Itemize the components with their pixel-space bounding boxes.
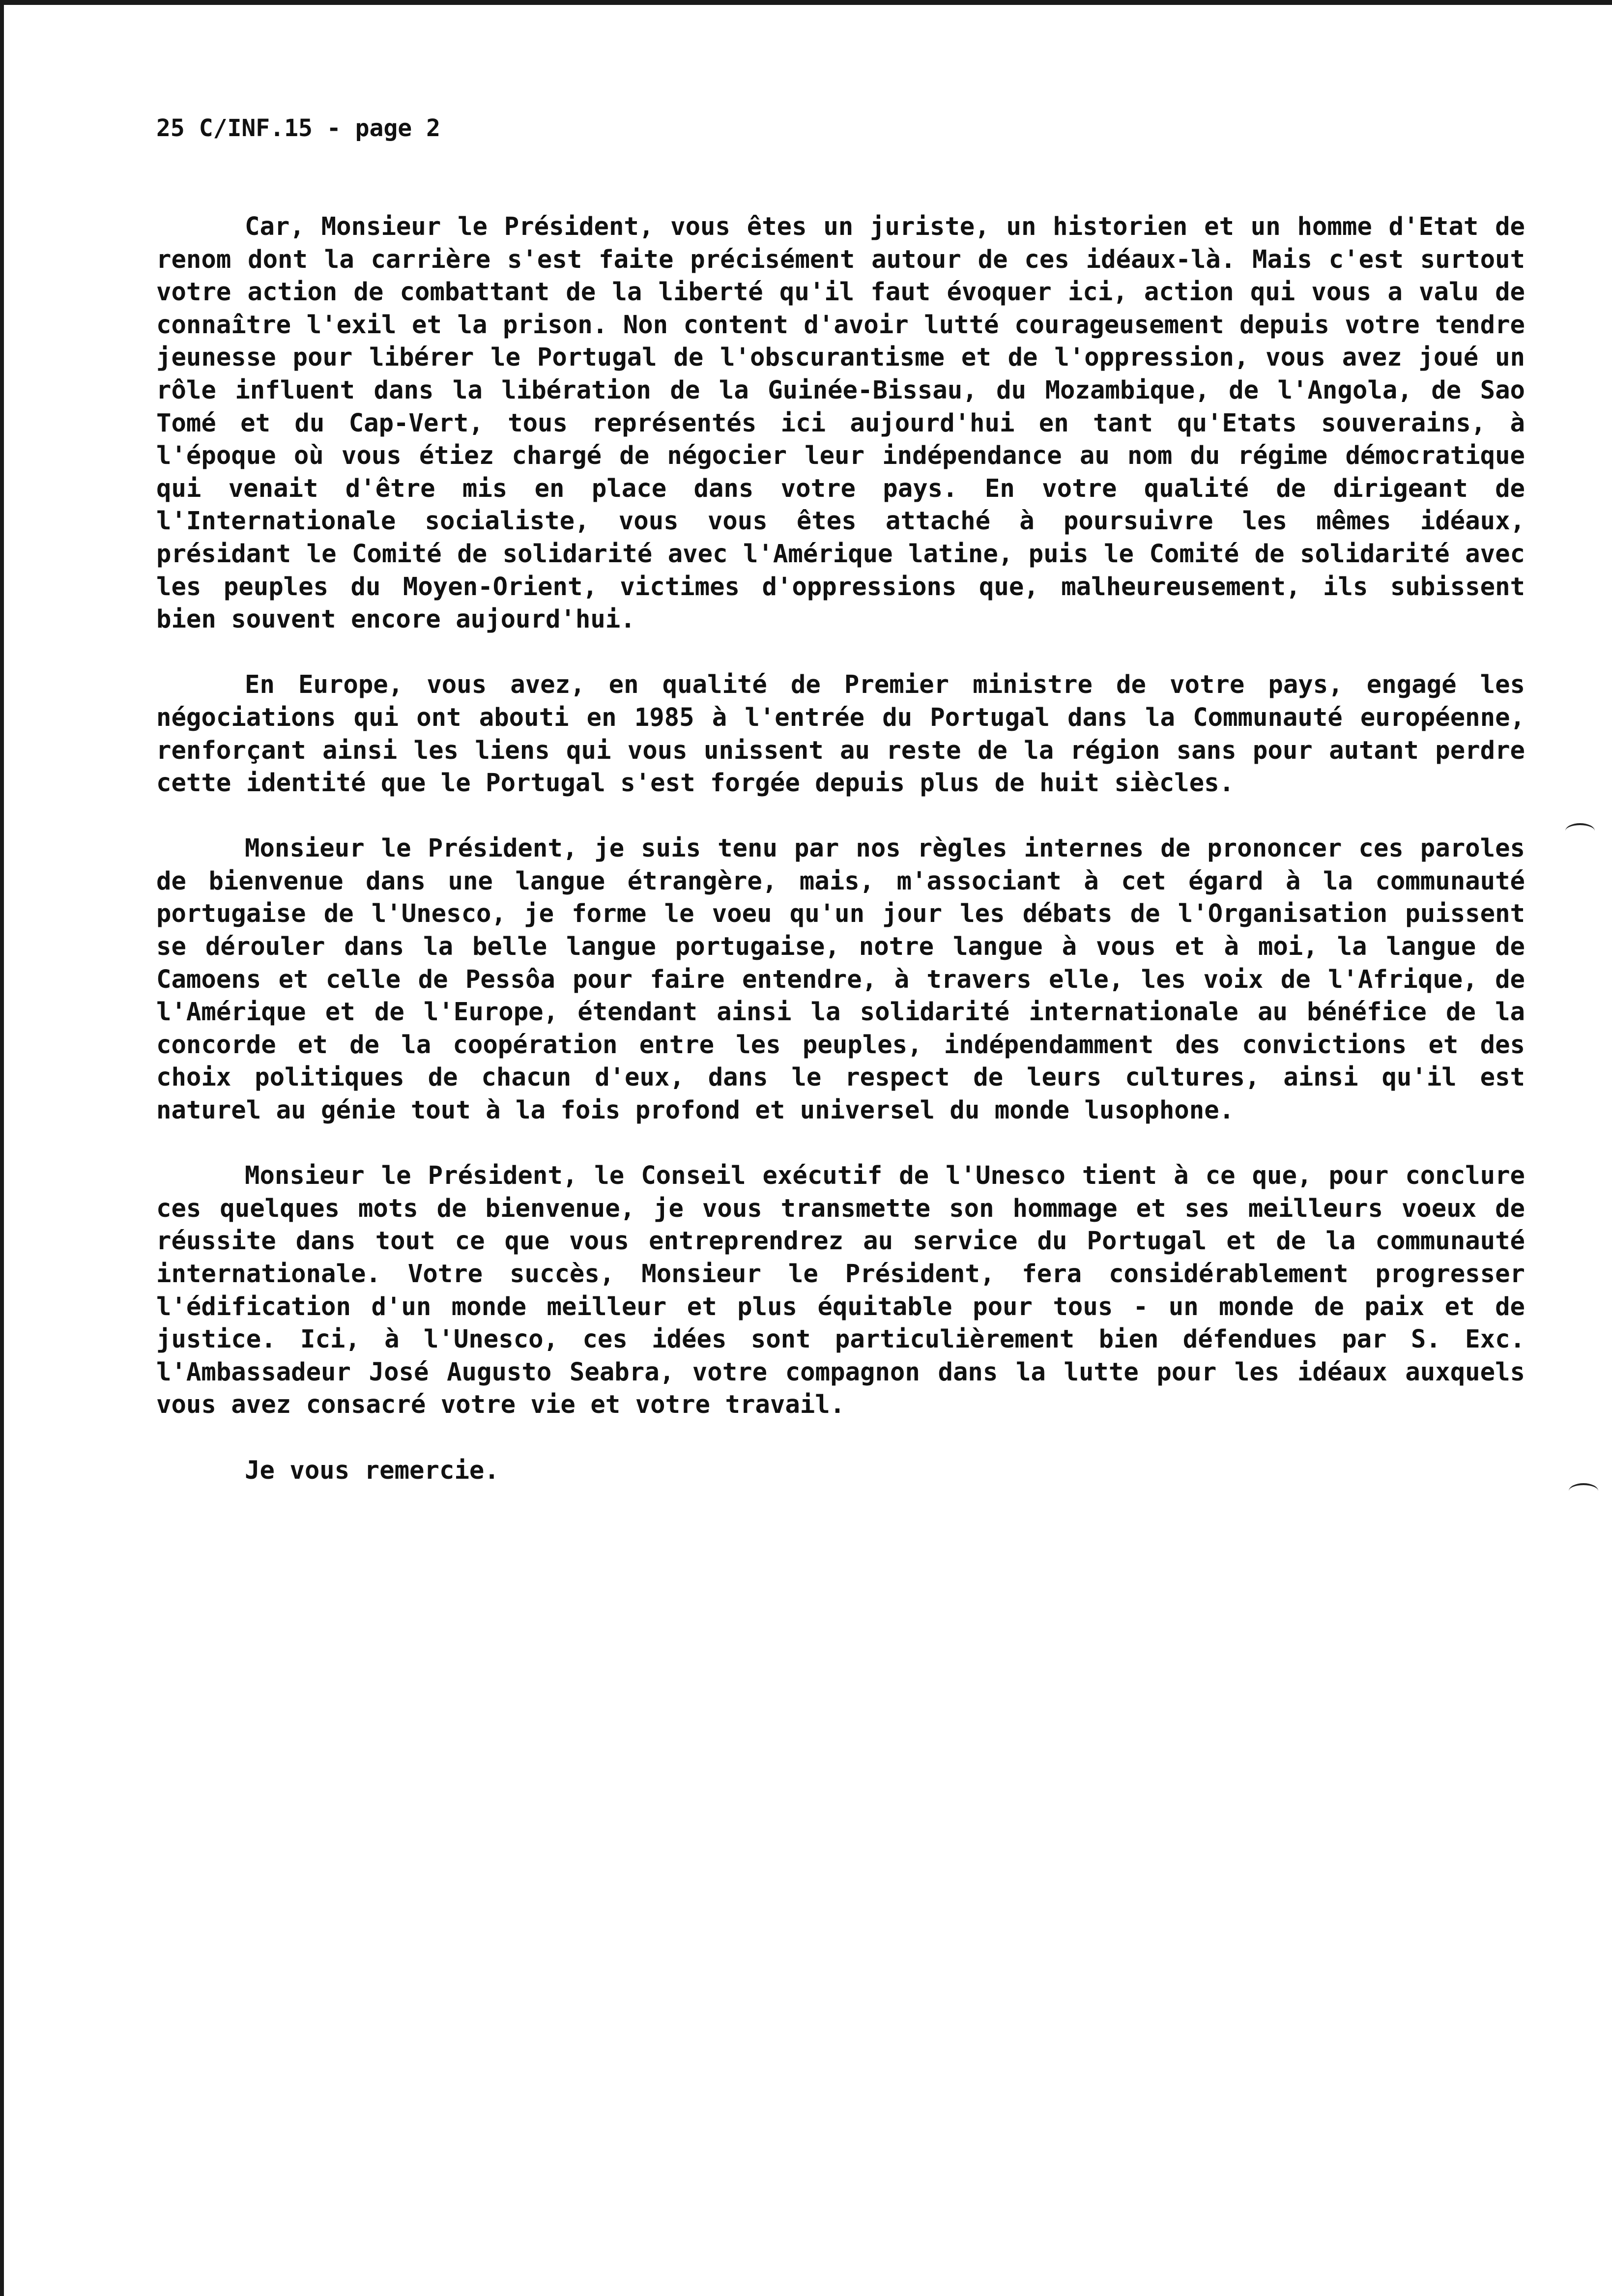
margin-mark [1569,1483,1598,1499]
closing-line: Je vous remercie. [245,1455,499,1485]
document-body [156,210,1525,1520]
paragraph-3: Monsieur le Président, je suis tenu par nos règles internes de prononcer ces paroles de bienvenue dans une langue étrangère, mais, m'associant à cet égard à la communauté portugaise de l'Unesco, je forme le voeu qu'un jour les débats de l'Organisation puissent se dérouler dans la belle langue portugaise, notre langue à vous et à moi, la langue de Camoens et celle de Pessôa pour faire entendre, à travers elle, les voix de l'Afrique, de l'Amérique et de l'Europe, étendant ainsi la solidarité internationale au bénéfice de la concorde et de la coopération entre les peuples, indépendamment des convictions et des choix politiques de chacun d'eux, dans le respect de leurs cultures, ainsi qu'il est naturel au génie tout à la fois profond et universel du monde lusophone. [156,833,1525,1125]
scan-edge-left [0,0,4,2296]
margin-mark [1565,823,1595,839]
paragraph-2: En Europe, vous avez, en qualité de Premier ministre de votre pays, engagé les négociations qui ont abouti en 1985 à l'entrée du Portugal dans la Communauté européenne, renforçant ainsi les liens qui vous unissent au reste de la région sans pour autant perdre cette identité que le Portugal s'est forgée depuis plus de huit siècles. [156,670,1525,798]
paragraph-1: Car, Monsieur le Président, vous êtes un juriste, un historien et un homme d'Etat de renom dont la carrière s'est faite précisément autour de ces idéaux-là. Mais c'est surtout votre action de combattant de la liberté qu'il faut évoquer ici, action qui vous a valu de connaître l'exil et la prison. Non content d'avoir lutté courageusement depuis votre tendre jeunesse pour libérer le Portugal de l'obscurantisme et de l'oppression, vous avez joué un rôle influent dans la libération de la Guinée-Bissau, du Mozambique, de l'Angola, de Sao Tomé et du Cap-Vert, tous représentés ici aujourd'hui en tant qu'Etats souverains, à l'époque où vous étiez chargé de négocier leur indépendance au nom du régime démocratique qui venait d'être mis en place dans votre pays. En votre qualité de dirigeant de l'Internationale socialiste, vous vous êtes attaché à poursuivre les mêmes idéaux, présidant le Comité de solidarité avec l'Amérique latine, puis le Comité de solidarité avec les peuples du Moyen-Orient, victimes d'oppressions que, malheureusement, ils subissent bien souvent encore aujourd'hui. [156,212,1525,634]
page-header: 25 C/INF.15 - page 2 [156,115,440,142]
paragraph-4: Monsieur le Président, le Conseil exécutif de l'Unesco tient à ce que, pour conclure ces quelques mots de bienvenue, je vous transmette son hommage et ses meilleurs voeux de réussite dans tout ce que vous entreprendrez au service du Portugal et de la communauté internationale. Votre succès, Monsieur le Président, fera considérablement progresser l'édification d'un monde meilleur et plus équitable pour tous - un monde de paix et de justice. Ici, à l'Unesco, ces idées sont particulièrement bien défendues par S. Exc. l'Ambassadeur José Augusto Seabra, votre compagnon dans la lutte pour les idéaux auxquels vous avez consacré votre vie et votre travail. [156,1161,1525,1419]
scan-edge-top [0,0,1612,5]
